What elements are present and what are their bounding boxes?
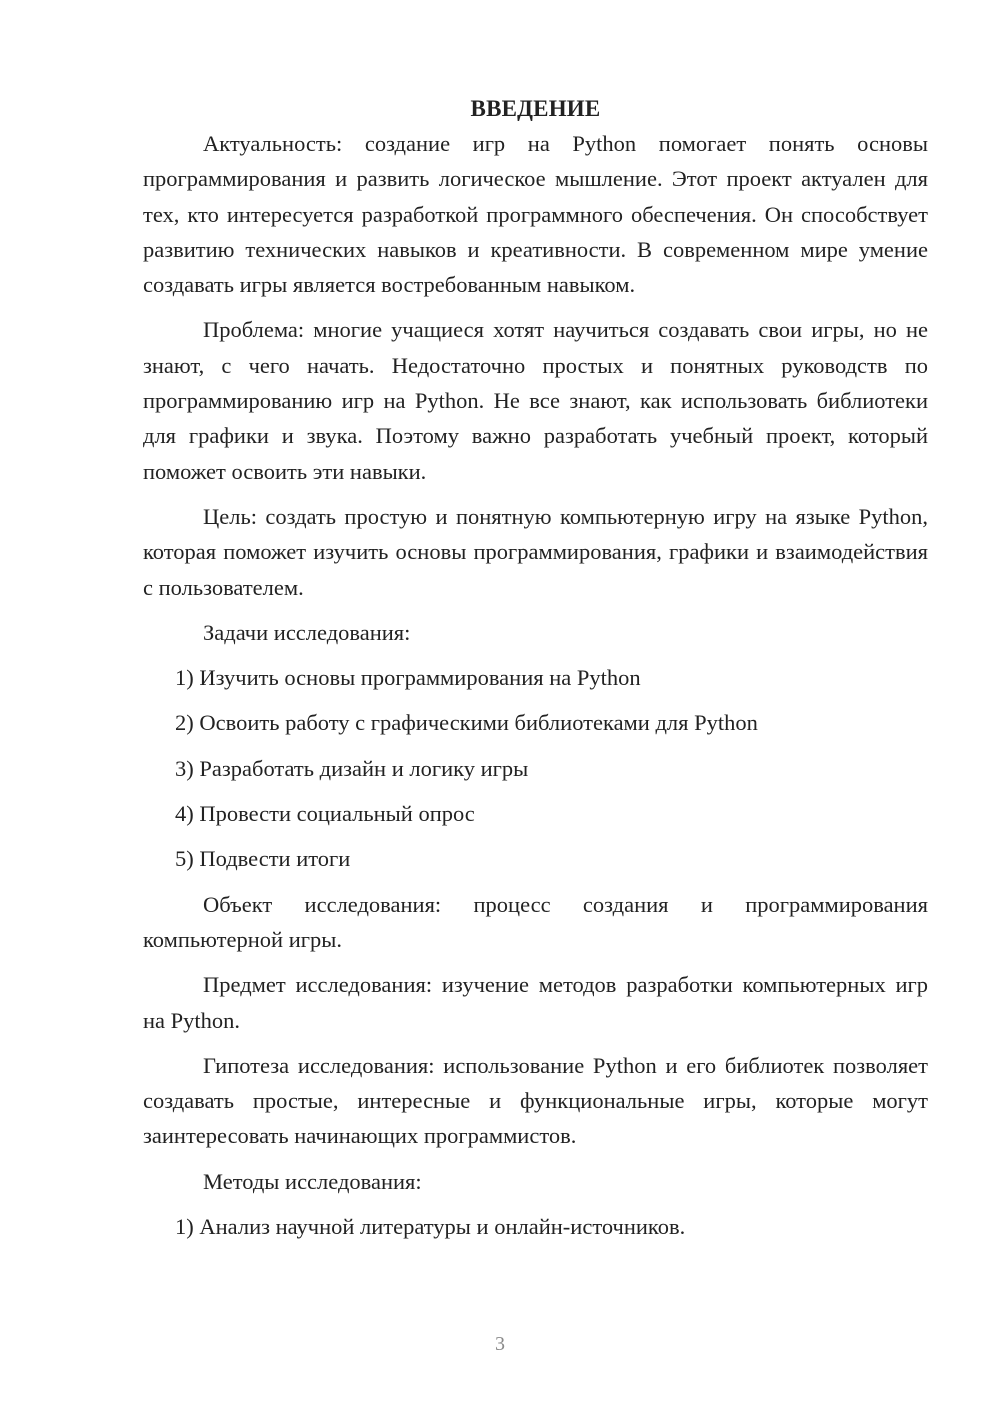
list-item: 5) Подвести итоги [175,846,351,872]
problem-paragraph: Проблема: многие учащиеся хотят научиться создавать свои игры, но не знают, с чего начать. Недостаточно простых и понятных руководств по программированию игр на Python. Не все знают, как использовать библиотеки для графики и звука. Поэтому важно разработать учебный проект, который поможет освоить эти навыки. [143,317,928,484]
hypothesis-paragraph: Гипотеза исследования: использование Python и его библиотек позволяет создавать простые, интересные и функциональные игры, которые могут заинтересовать начинающих программистов. [143,1052,928,1149]
document-page [143,92,928,1254]
subject-paragraph: Предмет исследования: изучение методов разработки компьютерных игр на Python. [143,972,928,1033]
list-item: 1) Изучить основы программирования на Python [175,665,641,691]
goal-paragraph: Цель: создать простую и понятную компьютерную игру на языке Python, которая поможет изучить основы программирования, графики и взаимодействия с пользователем. [143,503,928,600]
page-number: 3 [495,1333,505,1355]
page-title: ВВЕДЕНИЕ [470,96,601,121]
list-item: 1) Анализ научной литературы и онлайн-источников. [175,1214,686,1240]
list-item: 2) Освоить работу с графическими библиотеками для Python [175,710,758,736]
tasks-list [143,660,928,876]
tasks-heading: Задачи исследования: [203,619,411,645]
methods-heading: Методы исследования: [203,1168,422,1194]
methods-list [143,1209,928,1244]
list-item: 3) Разработать дизайн и логику игры [175,755,529,781]
object-paragraph: Объект исследования: процесс создания и программирования компьютерной игры. [143,891,928,952]
relevance-paragraph: Актуальность: создание игр на Python помогает понять основы программирования и развить логическое мышление. Этот проект актуален для тех, кто интересуется разработкой программного обеспечения. Он способствует развитию технических навыков и креативности. В современном мире умение создавать игры является востребованным навыком. [143,131,928,298]
list-item: 4) Провести социальный опрос [175,801,475,827]
